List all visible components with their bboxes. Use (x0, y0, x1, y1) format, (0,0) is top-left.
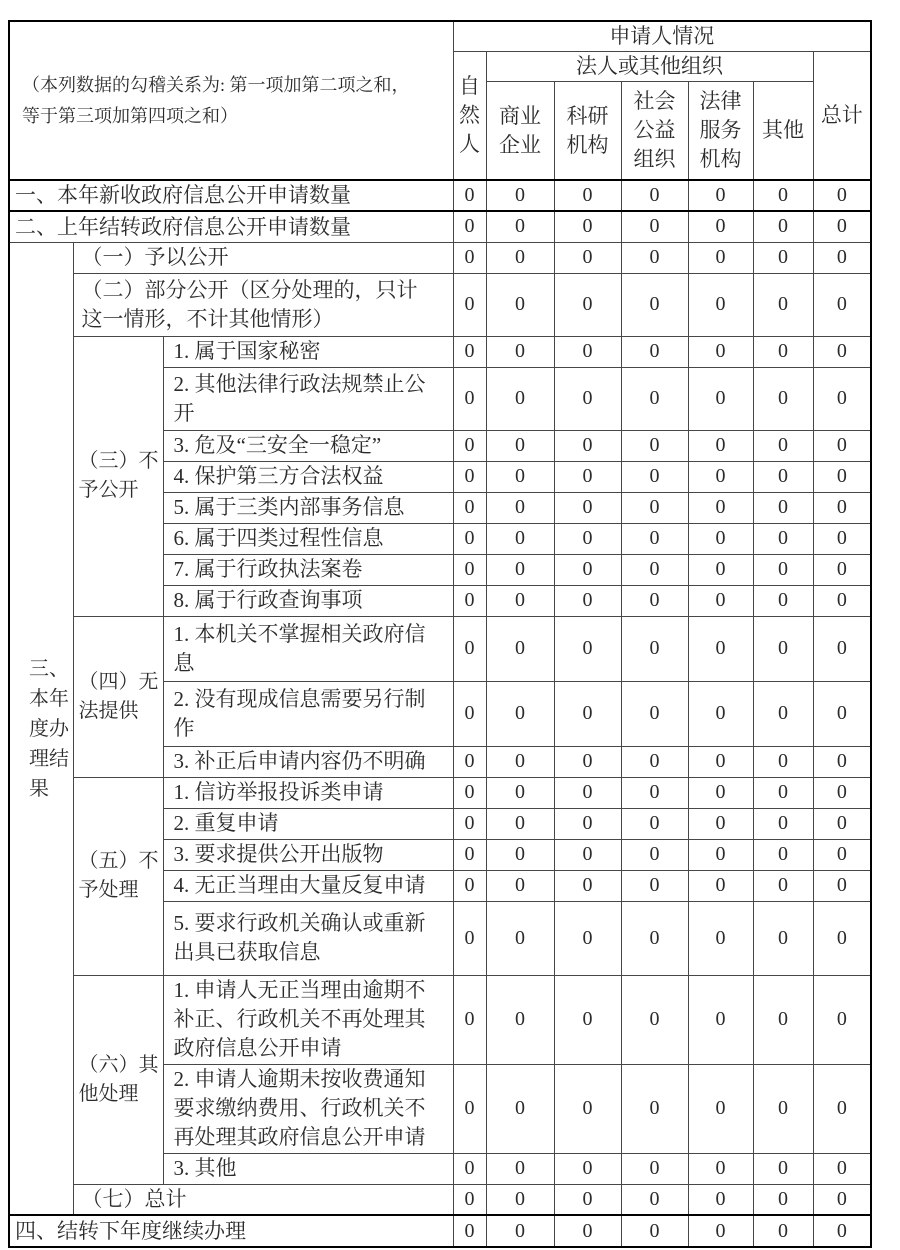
value-cell: 0 (753, 1153, 813, 1184)
value-cell: 0 (813, 1153, 871, 1184)
value-cell: 0 (688, 211, 753, 242)
value-cell: 0 (688, 273, 753, 336)
value-cell: 0 (813, 180, 871, 211)
value-cell: 0 (753, 870, 813, 901)
row-label-prohibited-by-law: 2. 其他法律行政法规禁止公开 (163, 367, 453, 430)
value-cell: 0 (453, 681, 486, 746)
value-cell: 0 (621, 242, 688, 273)
value-cell: 0 (621, 430, 688, 461)
header-research-institution: 科研机构 (554, 81, 621, 180)
value-cell: 0 (688, 808, 753, 839)
value-cell: 0 (813, 616, 871, 681)
value-cell: 0 (688, 901, 753, 975)
row-label-public-publications: 3. 要求提供公开出版物 (163, 839, 453, 870)
value-cell: 0 (621, 681, 688, 746)
value-cell: 0 (753, 1215, 813, 1247)
section-label-not-processed: （五）不予处理 (73, 777, 163, 975)
row-label-process-info: 6. 属于四类过程性信息 (163, 523, 453, 554)
value-cell: 0 (486, 492, 554, 523)
value-cell: 0 (688, 585, 753, 616)
value-cell: 0 (453, 975, 486, 1064)
value-cell: 0 (813, 681, 871, 746)
value-cell: 0 (753, 746, 813, 777)
value-cell: 0 (554, 461, 621, 492)
value-cell: 0 (688, 367, 753, 430)
row-label-overdue-unpaid-fees: 2. 申请人逾期未按收费通知要求缴纳费用、行政机关不再处理其政府信息公开申请 (163, 1064, 453, 1153)
value-cell: 0 (688, 839, 753, 870)
value-cell: 0 (486, 1153, 554, 1184)
section-label-current-year-results: 三、本年度办理结果 (9, 242, 73, 1215)
value-cell: 0 (621, 870, 688, 901)
value-cell: 0 (813, 585, 871, 616)
value-cell: 0 (621, 777, 688, 808)
header-applicant-situation: 申请人情况 (453, 21, 871, 51)
value-cell: 0 (813, 242, 871, 273)
value-cell: 0 (453, 211, 486, 242)
value-cell: 0 (753, 975, 813, 1064)
value-cell: 0 (621, 808, 688, 839)
value-cell: 0 (453, 367, 486, 430)
value-cell: 0 (486, 1215, 554, 1247)
row-label-mass-repetitive-requests: 4. 无正当理由大量反复申请 (163, 870, 453, 901)
value-cell: 0 (753, 180, 813, 211)
value-cell: 0 (554, 1153, 621, 1184)
value-cell: 0 (813, 746, 871, 777)
value-cell: 0 (621, 1215, 688, 1247)
value-cell: 0 (621, 554, 688, 585)
value-cell: 0 (486, 336, 554, 367)
value-cell: 0 (688, 492, 753, 523)
value-cell: 0 (621, 1184, 688, 1215)
section-label-other-handling: （六）其他处理 (73, 975, 163, 1184)
value-cell: 0 (621, 585, 688, 616)
value-cell: 0 (688, 242, 753, 273)
value-cell: 0 (621, 523, 688, 554)
value-cell: 0 (486, 777, 554, 808)
value-cell: 0 (453, 273, 486, 336)
value-cell: 0 (621, 180, 688, 211)
value-cell: 0 (486, 554, 554, 585)
value-cell: 0 (813, 808, 871, 839)
value-cell: 0 (688, 1064, 753, 1153)
value-cell: 0 (688, 1184, 753, 1215)
value-cell: 0 (453, 901, 486, 975)
value-cell: 0 (554, 211, 621, 242)
value-cell: 0 (486, 839, 554, 870)
value-cell: 0 (688, 1215, 753, 1247)
value-cell: 0 (486, 242, 554, 273)
value-cell: 0 (453, 808, 486, 839)
value-cell: 0 (753, 777, 813, 808)
header-legal-service-org: 法律服务机构 (688, 81, 753, 180)
value-cell: 0 (753, 336, 813, 367)
value-cell: 0 (453, 554, 486, 585)
value-cell: 0 (486, 616, 554, 681)
value-cell: 0 (813, 777, 871, 808)
section-label-unable-to-provide: （四）无法提供 (73, 616, 163, 777)
value-cell: 0 (486, 870, 554, 901)
value-cell: 0 (486, 1184, 554, 1215)
value-cell: 0 (688, 554, 753, 585)
row-label-new-requests: 一、本年新收政府信息公开申请数量 (9, 180, 453, 211)
value-cell: 0 (813, 975, 871, 1064)
row-label-endanger-security-stability: 3. 危及“三安全一稳定” (163, 430, 453, 461)
value-cell: 0 (453, 1184, 486, 1215)
value-cell: 0 (453, 616, 486, 681)
value-cell: 0 (621, 211, 688, 242)
value-cell: 0 (554, 430, 621, 461)
value-cell: 0 (813, 901, 871, 975)
value-cell: 0 (554, 523, 621, 554)
value-cell: 0 (753, 492, 813, 523)
value-cell: 0 (554, 273, 621, 336)
value-cell: 0 (753, 273, 813, 336)
value-cell: 0 (453, 492, 486, 523)
value-cell: 0 (753, 585, 813, 616)
row-label-subtotal: （七）总计 (73, 1184, 453, 1215)
value-cell: 0 (688, 870, 753, 901)
value-cell: 0 (453, 1215, 486, 1247)
value-cell: 0 (813, 492, 871, 523)
value-cell: 0 (554, 901, 621, 975)
value-cell: 0 (453, 870, 486, 901)
value-cell: 0 (453, 585, 486, 616)
disclosure-statistics-table (8, 20, 872, 1248)
section-label-non-disclosure: （三）不予公开 (73, 336, 163, 616)
header-other-org: 其他 (753, 81, 813, 180)
value-cell: 0 (688, 336, 753, 367)
value-cell: 0 (453, 461, 486, 492)
value-cell: 0 (621, 336, 688, 367)
row-label-administrative-inquiry: 8. 属于行政查询事项 (163, 585, 453, 616)
row-label-carry-to-next-year: 四、结转下年度继续办理 (9, 1215, 453, 1247)
value-cell: 0 (813, 870, 871, 901)
value-cell: 0 (688, 1153, 753, 1184)
value-cell: 0 (486, 211, 554, 242)
value-cell: 0 (554, 777, 621, 808)
value-cell: 0 (688, 180, 753, 211)
value-cell: 0 (554, 808, 621, 839)
value-cell: 0 (688, 461, 753, 492)
row-label-partial-disclosure: （二）部分公开（区分处理的，只计这一情形，不计其他情形） (73, 273, 453, 336)
row-label-internal-affairs-info: 5. 属于三类内部事务信息 (163, 492, 453, 523)
row-label-state-secret: 1. 属于国家秘密 (163, 336, 453, 367)
value-cell: 0 (621, 746, 688, 777)
value-cell: 0 (621, 273, 688, 336)
row-label-info-not-held: 1. 本机关不掌握相关政府信息 (163, 616, 453, 681)
value-cell: 0 (753, 242, 813, 273)
row-label-other: 3. 其他 (163, 1153, 453, 1184)
value-cell: 0 (554, 746, 621, 777)
value-cell: 0 (453, 336, 486, 367)
value-cell: 0 (813, 554, 871, 585)
value-cell: 0 (453, 1064, 486, 1153)
row-label-still-unclear-after-correction: 3. 补正后申请内容仍不明确 (163, 746, 453, 777)
row-label-third-party-rights: 4. 保护第三方合法权益 (163, 461, 453, 492)
value-cell: 0 (753, 367, 813, 430)
value-cell: 0 (554, 336, 621, 367)
value-cell: 0 (688, 616, 753, 681)
value-cell: 0 (621, 975, 688, 1064)
value-cell: 0 (753, 1184, 813, 1215)
value-cell: 0 (453, 777, 486, 808)
value-cell: 0 (486, 808, 554, 839)
value-cell: 0 (753, 523, 813, 554)
value-cell: 0 (753, 839, 813, 870)
value-cell: 0 (753, 808, 813, 839)
value-cell: 0 (554, 839, 621, 870)
row-label-overdue-no-correction: 1. 申请人无正当理由逾期不补正、行政机关不再处理其政府信息公开申请 (163, 975, 453, 1064)
value-cell: 0 (453, 430, 486, 461)
value-cell: 0 (453, 523, 486, 554)
value-cell: 0 (486, 273, 554, 336)
header-natural-person: 自然人 (453, 51, 486, 180)
value-cell: 0 (453, 180, 486, 211)
value-cell: 0 (813, 211, 871, 242)
value-cell: 0 (554, 616, 621, 681)
value-cell: 0 (554, 1215, 621, 1247)
value-cell: 0 (554, 1184, 621, 1215)
row-label-enforcement-files: 7. 属于行政执法案卷 (163, 554, 453, 585)
value-cell: 0 (753, 554, 813, 585)
row-label-carried-over-requests: 二、上年结转政府信息公开申请数量 (9, 211, 453, 242)
value-cell: 0 (813, 367, 871, 430)
row-label-petition-complaint: 1. 信访举报投诉类申请 (163, 777, 453, 808)
row-label-granted-disclosure: （一）予以公开 (73, 242, 453, 273)
value-cell: 0 (554, 492, 621, 523)
value-cell: 0 (753, 211, 813, 242)
value-cell: 0 (453, 746, 486, 777)
value-cell: 0 (486, 1064, 554, 1153)
value-cell: 0 (486, 585, 554, 616)
value-cell: 0 (688, 681, 753, 746)
value-cell: 0 (554, 585, 621, 616)
value-cell: 0 (554, 1064, 621, 1153)
value-cell: 0 (813, 273, 871, 336)
row-label-repeated-request: 2. 重复申请 (163, 808, 453, 839)
value-cell: 0 (486, 367, 554, 430)
value-cell: 0 (486, 975, 554, 1064)
value-cell: 0 (753, 430, 813, 461)
value-cell: 0 (621, 1153, 688, 1184)
value-cell: 0 (554, 367, 621, 430)
value-cell: 0 (486, 901, 554, 975)
value-cell: 0 (813, 1064, 871, 1153)
value-cell: 0 (486, 746, 554, 777)
value-cell: 0 (688, 746, 753, 777)
value-cell: 0 (486, 523, 554, 554)
header-public-welfare-org: 社会公益组织 (621, 81, 688, 180)
value-cell: 0 (554, 554, 621, 585)
value-cell: 0 (486, 681, 554, 746)
value-cell: 0 (554, 242, 621, 273)
value-cell: 0 (621, 901, 688, 975)
value-cell: 0 (453, 839, 486, 870)
value-cell: 0 (688, 975, 753, 1064)
value-cell: 0 (813, 839, 871, 870)
value-cell: 0 (688, 430, 753, 461)
value-cell: 0 (813, 1215, 871, 1247)
value-cell: 0 (621, 367, 688, 430)
value-cell: 0 (813, 461, 871, 492)
reconciliation-note: （本列数据的勾稽关系为: 第一项加第二项之和，等于第三项加第四项之和） (9, 21, 453, 180)
value-cell: 0 (753, 681, 813, 746)
row-label-needs-separate-production: 2. 没有现成信息需要另行制作 (163, 681, 453, 746)
value-cell: 0 (753, 461, 813, 492)
value-cell: 0 (486, 461, 554, 492)
value-cell: 0 (813, 1184, 871, 1215)
value-cell: 0 (554, 180, 621, 211)
header-total: 总计 (813, 51, 871, 180)
value-cell: 0 (621, 492, 688, 523)
value-cell: 0 (813, 523, 871, 554)
value-cell: 0 (486, 180, 554, 211)
value-cell: 0 (486, 430, 554, 461)
value-cell: 0 (753, 901, 813, 975)
value-cell: 0 (688, 777, 753, 808)
value-cell: 0 (453, 242, 486, 273)
value-cell: 0 (554, 681, 621, 746)
value-cell: 0 (554, 870, 621, 901)
value-cell: 0 (621, 461, 688, 492)
value-cell: 0 (813, 336, 871, 367)
header-legal-or-other-org: 法人或其他组织 (486, 51, 813, 81)
value-cell: 0 (813, 430, 871, 461)
row-label-confirm-or-reissue: 5. 要求行政机关确认或重新出具已获取信息 (163, 901, 453, 975)
value-cell: 0 (753, 616, 813, 681)
header-commercial-enterprise: 商业企业 (486, 81, 554, 180)
value-cell: 0 (621, 616, 688, 681)
value-cell: 0 (621, 1064, 688, 1153)
value-cell: 0 (554, 975, 621, 1064)
value-cell: 0 (453, 1153, 486, 1184)
value-cell: 0 (621, 839, 688, 870)
value-cell: 0 (688, 523, 753, 554)
value-cell: 0 (753, 1064, 813, 1153)
